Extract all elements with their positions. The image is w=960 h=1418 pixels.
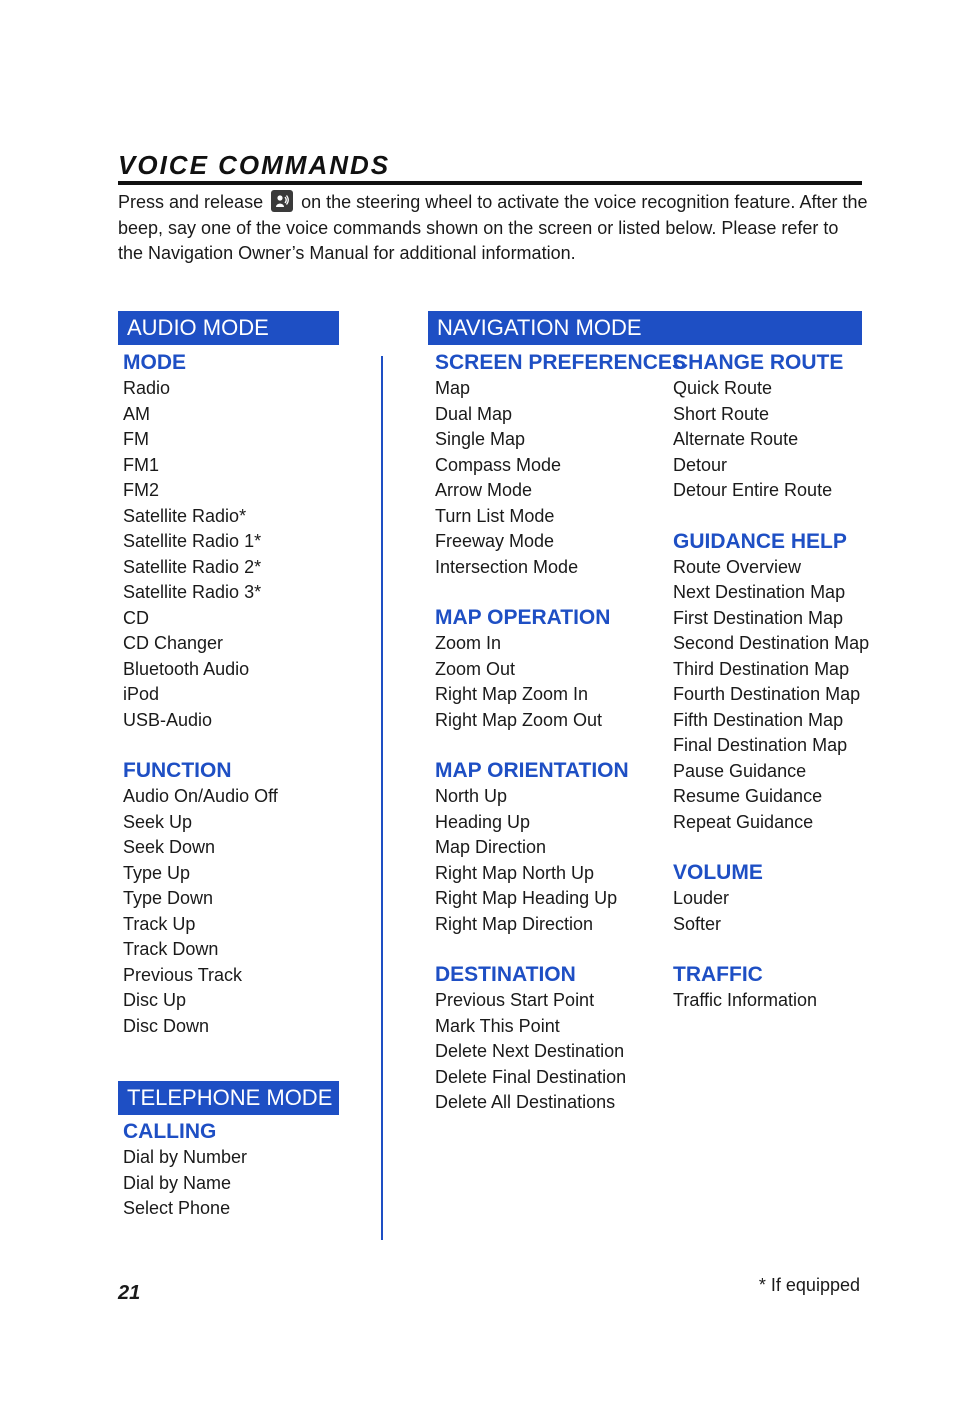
voice-command-item: Final Destination Map — [673, 735, 848, 755]
navigation-left-column — [435, 350, 686, 1116]
voice-command-item: Dial by Number — [123, 1147, 248, 1167]
voice-command-item: Fourth Destination Map — [673, 684, 861, 704]
voice-command-item: CD — [123, 607, 149, 628]
telephone-mode-bar: TELEPHONE MODE — [118, 1081, 339, 1115]
voice-command-item: Seek Up — [123, 811, 193, 832]
voice-command-item: Track Down — [123, 939, 219, 959]
voice-command-item: Resume Guidance — [673, 786, 823, 806]
voice-command-item: Third Destination Map — [673, 658, 850, 679]
section-title-change-route: CHANGE ROUTE — [673, 351, 844, 374]
voice-command-item: Louder — [673, 888, 730, 908]
screen-preferences-command-list — [435, 376, 686, 580]
voice-command-item: Zoom In — [435, 633, 502, 653]
voice-command-item: FM — [123, 429, 149, 449]
voice-command-item: Route Overview — [673, 556, 802, 577]
voice-command-item: Track Up — [123, 913, 196, 934]
voice-command-item: Previous Track — [123, 964, 243, 985]
title-rule — [118, 181, 862, 185]
voice-command-item: FM2 — [123, 480, 159, 500]
voice-command-item: Traffic Information — [673, 990, 818, 1010]
voice-command-item: Next Destination Map — [673, 582, 846, 602]
guidance-help-command-list — [673, 555, 869, 836]
section-title-calling: CALLING — [123, 1120, 217, 1143]
page-title: VOICE COMMANDS — [118, 150, 391, 180]
voice-command-item: Zoom Out — [435, 658, 516, 679]
audio-column — [123, 350, 278, 1039]
voice-command-item: Second Destination Map — [673, 633, 870, 653]
voice-command-item: Right Map Heading Up — [435, 888, 618, 908]
voice-command-item: Detour Entire Route — [673, 480, 833, 500]
calling-command-list — [123, 1145, 247, 1222]
page-number: 21 — [118, 1282, 141, 1304]
voice-command-item: Dial by Name — [123, 1172, 232, 1193]
destination-command-list — [435, 988, 686, 1116]
voice-command-item: Detour — [673, 454, 728, 475]
voice-command-item: Disc Down — [123, 1015, 210, 1036]
voice-command-item: Map Direction — [435, 837, 547, 857]
function-command-list — [123, 784, 278, 1039]
voice-command-item: Right Map North Up — [435, 862, 595, 883]
volume-command-list — [673, 886, 869, 937]
intro-text-before: Press and release — [118, 192, 264, 212]
section-title-volume: VOLUME — [673, 861, 763, 884]
section-title-screen-preferences: SCREEN PREFERENCES — [435, 351, 686, 374]
voice-command-item: Delete Final Destination — [435, 1066, 627, 1087]
navigation-mode-bar: NAVIGATION MODE — [428, 311, 862, 345]
map-orientation-command-list — [435, 784, 686, 937]
voice-command-item: Mark This Point — [435, 1015, 560, 1036]
audio-mode-bar: AUDIO MODE — [118, 311, 339, 345]
voice-command-item: Type Up — [123, 862, 191, 883]
voice-command-item: Map — [435, 378, 471, 398]
talk-button-icon — [271, 190, 293, 212]
footnote: * If equipped — [758, 1275, 860, 1295]
voice-command-item: First Destination Map — [673, 607, 844, 628]
voice-command-item: Select Phone — [123, 1198, 231, 1218]
voice-command-item: Quick Route — [673, 378, 773, 398]
voice-command-item: Satellite Radio* — [123, 505, 247, 526]
voice-command-item: Right Map Zoom In — [435, 684, 589, 704]
intro-paragraph — [118, 190, 868, 267]
column-divider — [381, 356, 383, 1240]
section-title-guidance-help: GUIDANCE HELP — [673, 529, 847, 553]
section-title-traffic: TRAFFIC — [673, 963, 763, 986]
change-route-command-list — [673, 376, 869, 504]
voice-command-item: Audio On/Audio Off — [123, 786, 278, 806]
telephone-column — [123, 1119, 247, 1222]
section-title-map-orientation: MAP ORIENTATION — [435, 759, 629, 782]
voice-command-item: Type Down — [123, 888, 214, 908]
voice-command-item: Satellite Radio 2* — [123, 556, 262, 577]
section-title-function: FUNCTION — [123, 759, 232, 782]
voice-command-item: Single Map — [435, 429, 526, 449]
voice-command-item: Previous Start Point — [435, 990, 595, 1010]
voice-command-item: Seek Down — [123, 837, 216, 857]
voice-command-item: Pause Guidance — [673, 760, 807, 781]
voice-command-item: Dual Map — [435, 403, 513, 424]
voice-command-item: Arrow Mode — [435, 480, 533, 500]
voice-command-item: Fifth Destination Map — [673, 709, 844, 730]
voice-command-item: Intersection Mode — [435, 556, 579, 577]
voice-command-item: FM1 — [123, 454, 159, 475]
voice-command-item: Alternate Route — [673, 429, 799, 449]
voice-command-item: Delete Next Destination — [435, 1041, 625, 1061]
mode-command-list — [123, 376, 278, 733]
voice-command-item: Delete All Destinations — [435, 1092, 616, 1112]
voice-command-item: Radio — [123, 378, 171, 398]
voice-command-item: Satellite Radio 3* — [123, 582, 262, 602]
section-title-map-operation: MAP OPERATION — [435, 606, 611, 629]
section-title-mode: MODE — [123, 351, 186, 374]
voice-command-item: Right Map Zoom Out — [435, 709, 603, 730]
voice-command-item: Repeat Guidance — [673, 811, 814, 832]
voice-command-item: Right Map Direction — [435, 913, 594, 934]
section-title-destination: DESTINATION — [435, 963, 576, 986]
voice-command-item: Disc Up — [123, 990, 187, 1010]
voice-command-item: North Up — [435, 786, 508, 806]
voice-command-item: Compass Mode — [435, 454, 562, 475]
voice-command-item: Short Route — [673, 403, 770, 424]
voice-command-item: Softer — [673, 913, 722, 934]
intro-text-after: on the steering wheel to activate the voice recognition feature. After the beep, say one of the voice commands shown on the screen or listed below. Please refer to the Navigation Owner’s Manual for additional information. — [118, 192, 868, 263]
voice-command-item: Heading Up — [435, 811, 531, 832]
navigation-right-column — [673, 350, 869, 1014]
voice-command-item: AM — [123, 403, 150, 424]
voice-command-item: CD Changer — [123, 633, 224, 653]
traffic-command-list — [673, 988, 869, 1014]
voice-command-item: USB-Audio — [123, 709, 213, 730]
voice-command-item: iPod — [123, 684, 160, 704]
voice-command-item: Bluetooth Audio — [123, 658, 250, 679]
voice-command-item: Satellite Radio 1* — [123, 531, 262, 551]
voice-command-item: Freeway Mode — [435, 531, 555, 551]
map-operation-command-list — [435, 631, 686, 733]
voice-command-item: Turn List Mode — [435, 505, 555, 526]
